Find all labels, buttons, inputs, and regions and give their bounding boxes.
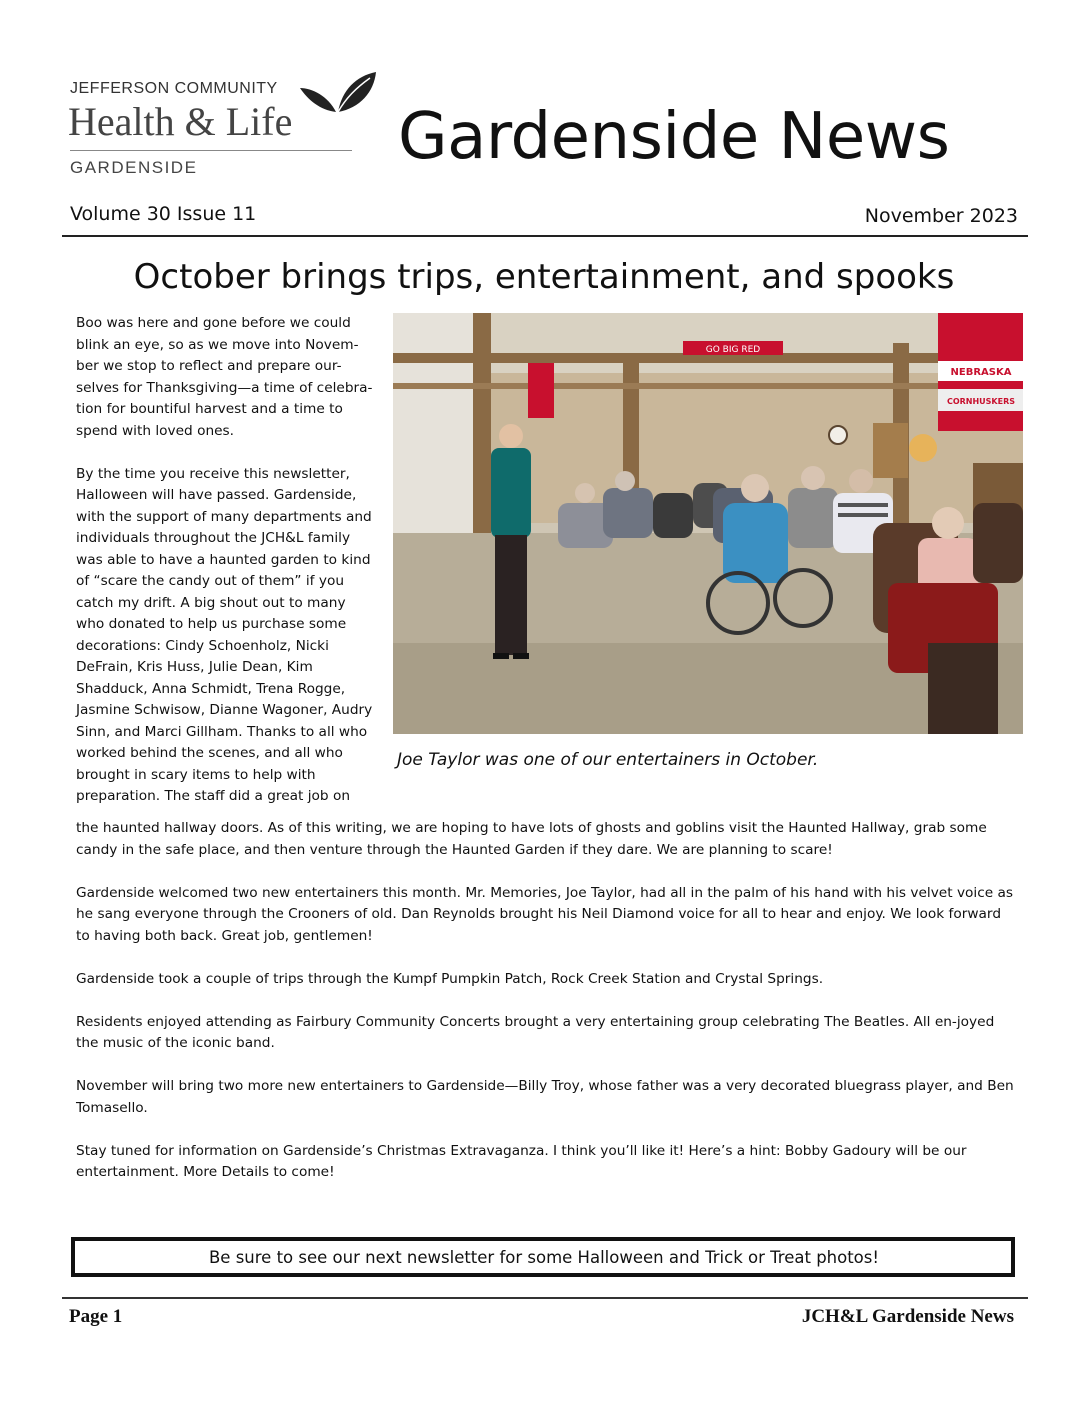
article-paragraph: Gardenside took a couple of trips through the Kumpf Pumpkin Patch, Rock Creek Station and Crystal Springs. [76,970,824,987]
volume-issue: Volume 30 Issue 11 [70,203,257,225]
logo-subtitle: GARDENSIDE [70,158,198,177]
logo-main-text: Health & Life [68,99,293,144]
article-paragraph: Gardenside welcomed two new entertainers this month. Mr. Memories, Joe Taylor, had all in the palm of his hand with his velvet voice as he sang everyone through the Crooners of old. Dan Reynolds brought his Neil Diamond voice for all to hear and enjoy. We look forward to having both back. Great job, gentlemen! [76,884,1014,944]
article-paragraph: Residents enjoyed attending as Fairbury Community Concerts brought a very entertaining group celebrating The Beatles. All en-joyed the music of the iconic band. [76,1013,995,1051]
article-paragraph: Stay tuned for information on Gardenside’s Christmas Extravaganza. I think you’ll like it! Here’s a hint: Bobby Gadoury will be our entertainment. More Details to come! [76,1142,967,1180]
event-photo-illustration [393,313,1023,734]
logo-org-name: JEFFERSON COMMUNITY [70,80,278,97]
event-photo [393,313,1023,734]
nebraska-banner [938,313,1023,431]
article-paragraph: the haunted hallway doors. As of this writing, we are hoping to have lots of ghosts and goblins visit the Haunted Hallway, grab some candy in the safe place, and then venture through the Haunted Garden if they dare. We are planning to scare! [76,820,987,858]
footer-divider [62,1297,1028,1299]
go-big-red-banner [683,341,783,355]
article-headline: October brings trips, entertainment, and spooks [133,257,955,297]
leaf-logo-icon [298,70,378,114]
callout-text: Be sure to see our next newsletter for some Halloween and Trick or Treat photos! [208,1248,879,1267]
issue-date: November 2023 [864,205,1018,227]
newsletter-title: Gardenside News [398,100,950,174]
header-divider [62,235,1028,237]
article-paragraph: November will bring two more new entertainers to Gardenside—Billy Troy, whose father was a very decorated bluegrass player, and Ben Tomasello. [76,1078,1014,1116]
banner-text: CORNHUSKERS [946,397,1016,406]
singer-figure [491,424,531,659]
photo-caption: Joe Taylor was one of our entertainers in October. [397,750,819,770]
article-paragraph: Boo was here and gone before we could blink an eye, so as we move into Novem-ber we stop to reflect and prepare our-selves for Thanksgiving—a time of celebra-tion for bountiful harvest and a time to spend with loved ones. [76,315,373,439]
article-full-width [76,818,1016,1205]
article-paragraph: By the time you receive this newsletter, Halloween will have passed. Gardenside, with the support of many departments and individuals throughout the JCH&L family was able to have a haunted garden to kind of “scare the candy out of them” if you catch my drift. A big shout out to many who donated to help us purchase some decorations: Cindy Schoenholz, Nicki DeFrain, Kris Huss, Julie Dean, Kim Shadduck, Anna Schmidt, Trena Rogge, Jasmine Schwisow, Dianne Wagoner, Audry Sinn, and Marci Gillham. Thanks to all who worked behind the scenes, and all who brought in scary items to help with preparation. The staff did a great job on [76,465,373,804]
page-number: Page 1 [69,1306,123,1327]
publication-name: JCH&L Gardenside News [801,1306,1014,1327]
banner-text: NEBRASKA [950,367,1012,378]
banner-text: GO BIG RED [705,345,761,355]
article-left-column [76,313,376,808]
logo-divider [70,150,352,151]
